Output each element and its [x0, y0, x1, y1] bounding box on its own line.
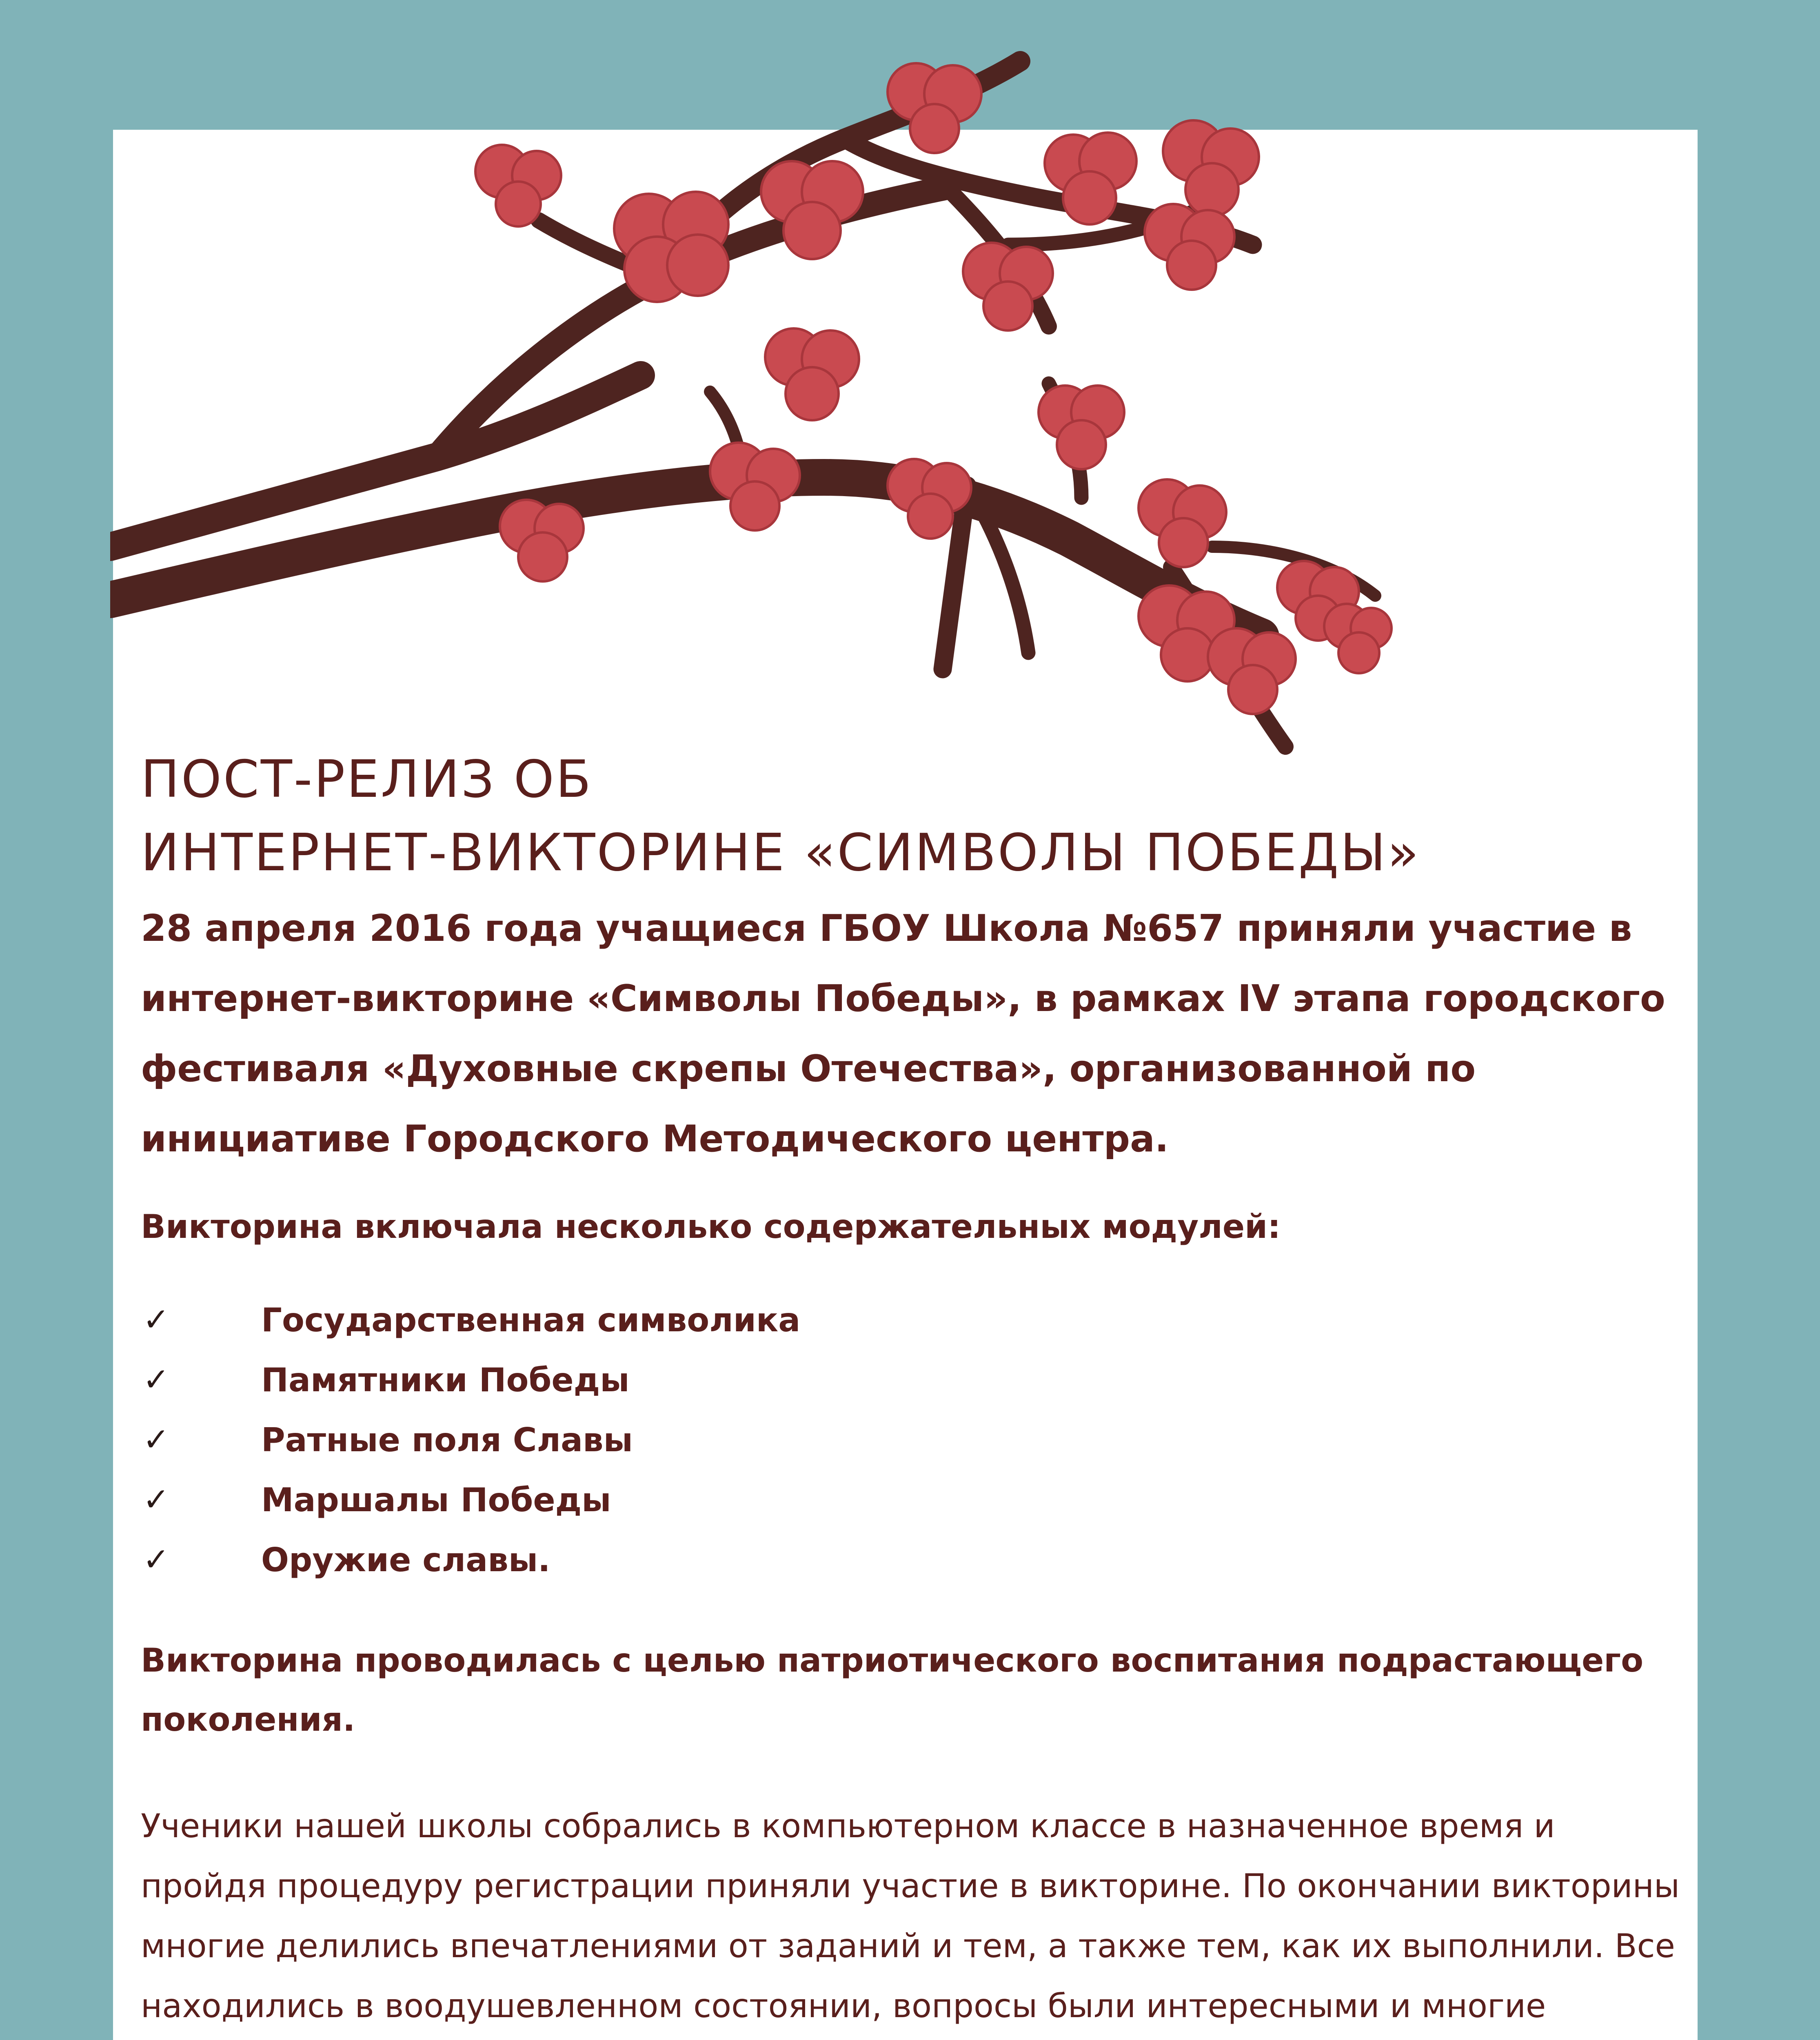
body-paragraph: Ученики нашей школы собрались в компьютерном классе в назначенное время и пройдя процедуру регистрации приняли участие в викторине. По окончании викторины многие делились впечатлениями от заданий и тем, а также тем, как их выполнили. Все находились в воодушевленном состоянии, вопросы были интересными и многие [141, 1807, 1680, 2025]
blossom-branch-illustration [110, 16, 1416, 816]
title-line-2: ИНТЕРНЕТ-ВИКТОРИНЕ «СИМВОЛЫ ПОБЕДЫ» [141, 823, 1420, 883]
list-item [141, 1470, 1683, 1530]
module-label: Маршалы Победы [261, 1481, 611, 1519]
title-line-1: ПОСТ-РЕЛИЗ ОБ [141, 749, 593, 809]
press-release-body [141, 743, 1683, 2040]
module-label: Государственная символика [261, 1301, 801, 1339]
module-label: Оружие славы. [261, 1541, 550, 1579]
checkmark-icon: ✓ [143, 1421, 170, 1458]
checkmark-icon: ✓ [143, 1541, 170, 1578]
lead-paragraph: 28 апреля 2016 года учащиеся ГБОУ Школа №657 приняли участие в интернет-викторине «Символы Победы», в рамках IV этапа городского фестиваля «Духовные скрепы Отечества», организованной по инициативе Городского Методического центра. [141, 907, 1665, 1160]
checkmark-icon: ✓ [143, 1481, 170, 1518]
modules-intro: Викторина включала несколько содержательных модулей: [141, 1208, 1281, 1246]
checkmark-icon: ✓ [143, 1361, 170, 1398]
list-item [141, 1410, 1683, 1470]
goal-paragraph: Викторина проводилась с целью патриотического воспитания подрастающего поколения. [141, 1641, 1644, 1738]
list-item [141, 1290, 1683, 1350]
modules-list [141, 1290, 1683, 1590]
page-title [141, 743, 1683, 889]
module-label: Ратные поля Славы [261, 1421, 633, 1459]
checkmark-icon: ✓ [143, 1302, 170, 1338]
list-item [141, 1530, 1683, 1590]
list-item [141, 1350, 1683, 1410]
module-label: Памятники Победы [261, 1361, 630, 1399]
